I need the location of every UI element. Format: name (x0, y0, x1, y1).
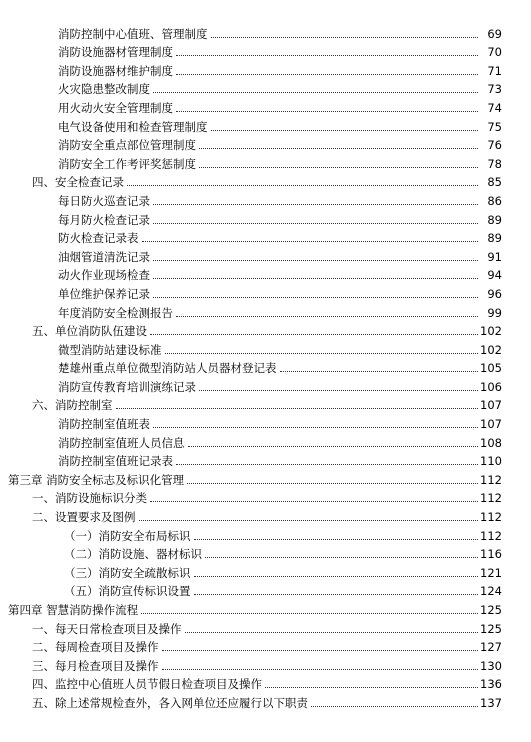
toc-entry-title: 四、监控中心值班人员节假日检查项目及操作 (32, 677, 262, 692)
toc-entry-page-number: 112 (480, 510, 502, 525)
toc-entry-page-number: 112 (480, 528, 502, 543)
dot-leader (139, 520, 479, 521)
toc-entry[interactable] (0, 505, 531, 524)
dot-leader (311, 706, 478, 707)
toc-entry-page-number: 94 (487, 268, 502, 283)
toc-entry-title: 消防宣传教育培训演练记录 (58, 379, 196, 394)
dot-leader (127, 185, 478, 186)
toc-entry-page-number: 121 (480, 565, 502, 580)
toc-entry[interactable] (0, 431, 531, 450)
toc-entry-title: 四、安全检查记录 (32, 175, 124, 190)
toc-entry-page-number: 125 (480, 603, 502, 617)
toc-entry-title: 单位维护保养记录 (58, 286, 150, 301)
toc-entry-page-number: 110 (480, 454, 502, 469)
toc-entry-title: （一）消防安全布局标识 (64, 528, 191, 543)
toc-entry-page-number: 127 (480, 640, 502, 655)
toc-entry-title: 油烟管道清洗记录 (58, 249, 150, 264)
toc-entry[interactable] (0, 580, 531, 599)
dot-leader (165, 353, 479, 354)
toc-entry[interactable] (0, 394, 531, 413)
toc-entry-title: 二、每周检查项目及操作 (32, 640, 159, 655)
toc-entry[interactable] (0, 301, 531, 320)
toc-entry-title: 消防设施器材管理制度 (58, 45, 173, 60)
toc-entry-page-number: 105 (480, 361, 502, 376)
toc-entry-page-number: 108 (480, 435, 502, 450)
toc-entry-title: 动火作业现场检查 (58, 268, 150, 283)
dot-leader (116, 408, 479, 409)
dot-leader (176, 316, 478, 317)
toc-entry-title: 第四章 智慧消防操作流程 (8, 603, 139, 617)
dot-leader (205, 557, 478, 558)
dot-leader (194, 594, 479, 595)
dot-leader (176, 74, 478, 75)
dot-leader (187, 483, 478, 484)
toc-entry[interactable] (0, 375, 531, 394)
toc-entry-page-number: 112 (480, 472, 502, 487)
toc-entry[interactable] (0, 487, 531, 506)
dot-leader (150, 334, 478, 335)
dot-leader (162, 669, 479, 670)
toc-entry-page-number: 73 (487, 82, 502, 97)
toc-entry[interactable] (0, 357, 531, 376)
toc-entry-page-number: 96 (487, 286, 502, 301)
toc-entry[interactable] (0, 412, 531, 431)
toc-entry[interactable] (0, 617, 531, 636)
toc-entry-page-number: 107 (480, 398, 502, 413)
toc-entry-page-number: 112 (480, 491, 502, 506)
dot-leader (153, 297, 478, 298)
toc-entry-page-number: 99 (487, 305, 502, 320)
dot-leader (199, 390, 478, 391)
dot-leader (199, 148, 478, 149)
toc-entry[interactable] (0, 134, 531, 153)
toc-entry-title: 消防控制室值班人员信息 (58, 435, 185, 450)
toc-entry-page-number: 85 (487, 175, 502, 190)
toc-entry-title: （二）消防设施、器材标识 (64, 547, 202, 562)
toc-entry[interactable] (0, 636, 531, 655)
toc-entry[interactable] (0, 78, 531, 97)
dot-leader (194, 539, 479, 540)
toc-entry-title: 电气设备使用和检查管理制度 (58, 119, 208, 134)
toc-entry-page-number: 74 (487, 100, 502, 115)
dot-leader (142, 241, 479, 242)
toc-entry[interactable] (0, 59, 531, 78)
toc-entry-title: 五、单位消防队伍建设 (32, 324, 147, 339)
toc-entry-page-number: 107 (480, 417, 502, 432)
toc-entry-title: 第三章 消防安全标志及标识化管理 (8, 472, 185, 487)
toc-entry[interactable] (0, 598, 531, 617)
toc-entry-page-number: 89 (487, 231, 502, 246)
toc-entry-title: 消防安全工作考评奖惩制度 (58, 156, 196, 171)
dot-leader (176, 464, 478, 465)
toc-entry-title: 每月防火检查记录 (58, 212, 150, 227)
toc-entry[interactable] (0, 468, 531, 487)
toc-entry-page-number: 70 (487, 45, 502, 60)
toc-entry-title: 用火动火安全管理制度 (58, 100, 173, 115)
toc-entry-title: （三）消防安全疏散标识 (64, 565, 191, 580)
dot-leader (162, 650, 479, 651)
toc-entry-title: 一、每天日常检查项目及操作 (32, 621, 182, 636)
dot-leader (280, 371, 479, 372)
toc-entry[interactable] (0, 543, 531, 562)
toc-entry-page-number: 75 (487, 119, 502, 134)
dot-leader (211, 130, 479, 131)
toc-entry-title: 防火检查记录表 (58, 231, 139, 246)
dot-leader (153, 92, 478, 93)
toc-entry-page-number: 124 (480, 584, 502, 599)
toc-entry-title: 火灾隐患整改制度 (58, 82, 150, 97)
dot-leader (199, 167, 478, 168)
toc-entry[interactable] (0, 673, 531, 692)
dot-leader (265, 687, 478, 688)
toc-entry-title: 三、每月检查项目及操作 (32, 658, 159, 673)
toc-entry-title: 消防安全重点部位管理制度 (58, 138, 196, 153)
toc-entry-title: 六、消防控制室 (32, 398, 113, 413)
toc-entry[interactable] (0, 338, 531, 357)
toc-entry-title: 每日防火巡查记录 (58, 193, 150, 208)
toc-entry[interactable] (0, 96, 531, 115)
dot-leader (185, 632, 479, 633)
toc-entry[interactable] (0, 245, 531, 264)
toc-entry-page-number: 89 (487, 212, 502, 227)
toc-entry[interactable] (0, 152, 531, 171)
toc-entry-page-number: 76 (487, 138, 502, 153)
toc-entry[interactable] (0, 22, 531, 41)
dot-leader (188, 446, 479, 447)
toc-entry-page-number: 137 (480, 695, 502, 710)
toc-entry[interactable] (0, 264, 531, 283)
toc-entry-title: 二、设置要求及图例 (32, 510, 136, 525)
dot-leader (211, 37, 479, 38)
dot-leader (194, 576, 479, 577)
dot-leader (150, 501, 478, 502)
toc-entry-page-number: 86 (487, 193, 502, 208)
toc-entry-page-number: 116 (480, 547, 502, 562)
toc-entry[interactable] (0, 189, 531, 208)
toc-entry[interactable] (0, 524, 531, 543)
toc-entry-title: 一、消防设施标识分类 (32, 491, 147, 506)
toc-entry-page-number: 102 (480, 342, 502, 357)
toc-entry[interactable] (0, 282, 531, 301)
dot-leader (153, 204, 478, 205)
toc-entry-page-number: 78 (487, 156, 502, 171)
toc-entry-page-number: 106 (480, 379, 502, 394)
dot-leader (176, 55, 478, 56)
toc-entry-title: （五）消防宣传标识设置 (64, 584, 191, 599)
toc-entry-page-number: 125 (480, 621, 502, 636)
toc-entry-page-number: 102 (480, 324, 502, 339)
toc-entry[interactable] (0, 450, 531, 469)
toc-entry-title: 消防控制室值班记录表 (58, 454, 173, 469)
toc-entry[interactable] (0, 115, 531, 134)
dot-leader (141, 613, 478, 614)
toc-entry[interactable] (0, 227, 531, 246)
toc-entry[interactable] (0, 171, 531, 190)
toc-entry-title: 消防设施器材维护制度 (58, 63, 173, 78)
toc-entry-title: 微型消防站建设标准 (58, 342, 162, 357)
toc-entry-page-number: 130 (480, 658, 502, 673)
dot-leader (153, 427, 478, 428)
toc-entry-title: 五、除上述常规检查外，各入网单位还应履行以下职责 (32, 695, 308, 710)
toc-entry-title: 消防控制中心值班、管理制度 (58, 26, 208, 41)
toc-entry-page-number: 71 (487, 63, 502, 78)
dot-leader (153, 260, 478, 261)
toc-entry[interactable] (0, 654, 531, 673)
toc-entry-title: 年度消防安全检测报告 (58, 305, 173, 320)
toc-entry[interactable] (0, 691, 531, 710)
toc-entry-page-number: 69 (487, 26, 502, 41)
toc-entry-page-number: 91 (487, 249, 502, 264)
dot-leader (153, 278, 478, 279)
toc-entry-title: 消防控制室值班表 (58, 417, 150, 432)
toc-entry-page-number: 136 (480, 677, 502, 692)
dot-leader (153, 223, 478, 224)
table-of-contents (0, 22, 531, 710)
toc-entry[interactable] (0, 41, 531, 60)
toc-entry[interactable] (0, 320, 531, 339)
toc-entry[interactable] (0, 561, 531, 580)
toc-entry-title: 楚雄州重点单位微型消防站人员器材登记表 (58, 361, 277, 376)
dot-leader (176, 111, 478, 112)
toc-entry[interactable] (0, 208, 531, 227)
